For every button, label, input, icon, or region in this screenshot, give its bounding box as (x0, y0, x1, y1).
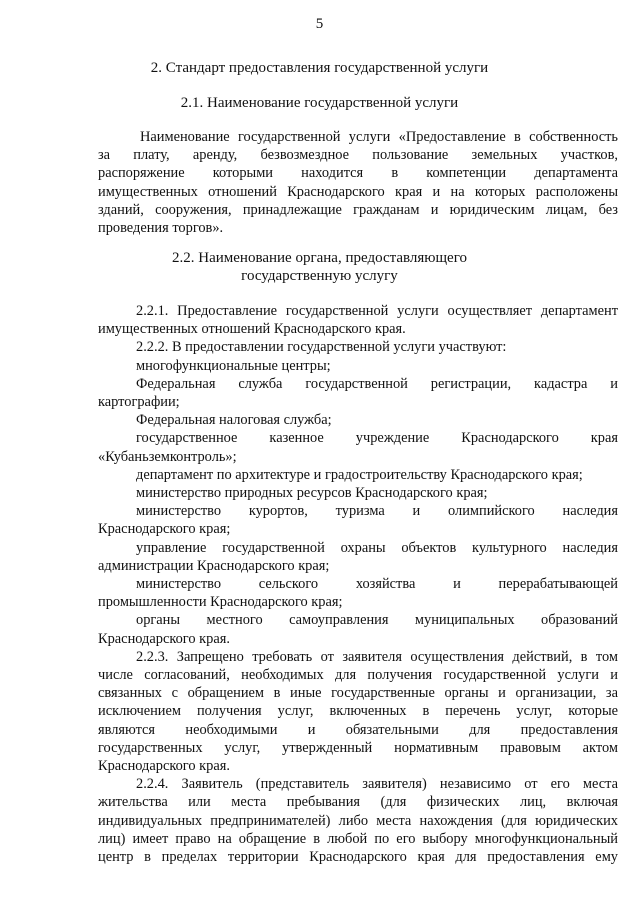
text-line: министерство сельского хозяйства и перерабатывающей (136, 576, 618, 593)
text-line: 2.2.4. Заявитель (представитель заявителя) независимо от его места (136, 776, 618, 793)
text-line: исключением получения услуг, включенных в перечень услуг, которые (98, 703, 618, 720)
page-number: 5 (315, 16, 324, 32)
subsection-2-1-title: 2.1. Наименование государственной услуги (180, 95, 459, 111)
text-line: Краснодарского края; (98, 521, 231, 538)
text-line: управление государственной охраны объектов культурного наследия (136, 539, 618, 556)
text-line: Краснодарского края. (98, 758, 230, 775)
text-line: Федеральная налоговая служба; (136, 412, 332, 429)
text-line: зданий, сооружения, принадлежащие гражданам и юридическим лицам, без (98, 201, 618, 218)
text-line: «Кубаньземконтроль»; (98, 448, 237, 465)
text-line: министерство курортов, туризма и олимпийского наследия (136, 503, 618, 520)
text-line: связанных с обращением в иные государственные органы и организации, за (98, 685, 618, 702)
text-line: за плату, аренду, безвозмездное пользование земельных участков, (98, 147, 618, 164)
text-line: администрации Краснодарского края; (98, 557, 330, 574)
text-line: Федеральная служба государственной регистрации, кадастра и (136, 375, 618, 392)
section-2-2-body (98, 302, 618, 866)
text-line: 2.2.1. Предоставление государственной услуги осуществляет департамент (136, 303, 618, 319)
text-line: распоряжение которыми находится в компетенции департамента (98, 165, 618, 182)
text-line: имущественных отношений Краснодарского края и на которых расположены (98, 183, 618, 200)
text-line: являются необходимыми и обязательными для предоставления (98, 721, 618, 738)
subsection-2-2-title-line1: 2.2. Наименование органа, предоставляющего (172, 250, 467, 266)
text-line: государственное казенное учреждение Краснодарского края (136, 430, 618, 447)
text-line: числе согласований, необходимых для получения государственной услуги и (98, 667, 618, 684)
text-line: имущественных отношений Краснодарского края. (98, 321, 406, 338)
text-line: жительства или места пребывания (для физических лиц, включая (98, 794, 618, 811)
text-line: 2.2.3. Запрещено требовать от заявителя осуществления действий, в том (136, 648, 618, 665)
text-line: многофункциональные центры; (136, 357, 331, 374)
text-line: министерство природных ресурсов Краснодарского края; (136, 485, 488, 502)
text-line: Наименование государственной услуги «Предоставление в собственность (140, 129, 618, 145)
text-line: промышленности Краснодарского края; (98, 594, 343, 611)
text-line: департамент по архитектуре и градостроительству Краснодарского края; (136, 466, 583, 483)
text-line: картографии; (98, 394, 180, 411)
text-line: проведения торгов». (98, 220, 224, 237)
subsection-2-2-title-line2: государственную услугу (241, 268, 398, 284)
text-line: Краснодарского края. (98, 630, 230, 647)
text-line: индивидуальных предпринимателей) либо места нахождения (для юридических (98, 812, 618, 829)
text-line: органы местного самоуправления муниципальных образований (136, 612, 618, 629)
text-line: лиц) имеет право на обращение в любой по его выбору многофункциональный (98, 830, 618, 847)
paragraph-2-1 (98, 128, 618, 237)
text-line: центр в пределах территории Краснодарского края для предоставления ему (98, 849, 618, 866)
text-line: государственных услуг, утвержденный нормативным правовым актом (98, 739, 618, 756)
text-line: 2.2.2. В предоставлении государственной услуги участвуют: (136, 339, 507, 356)
section-title: 2. Стандарт предоставления государственной услуги (150, 60, 489, 76)
